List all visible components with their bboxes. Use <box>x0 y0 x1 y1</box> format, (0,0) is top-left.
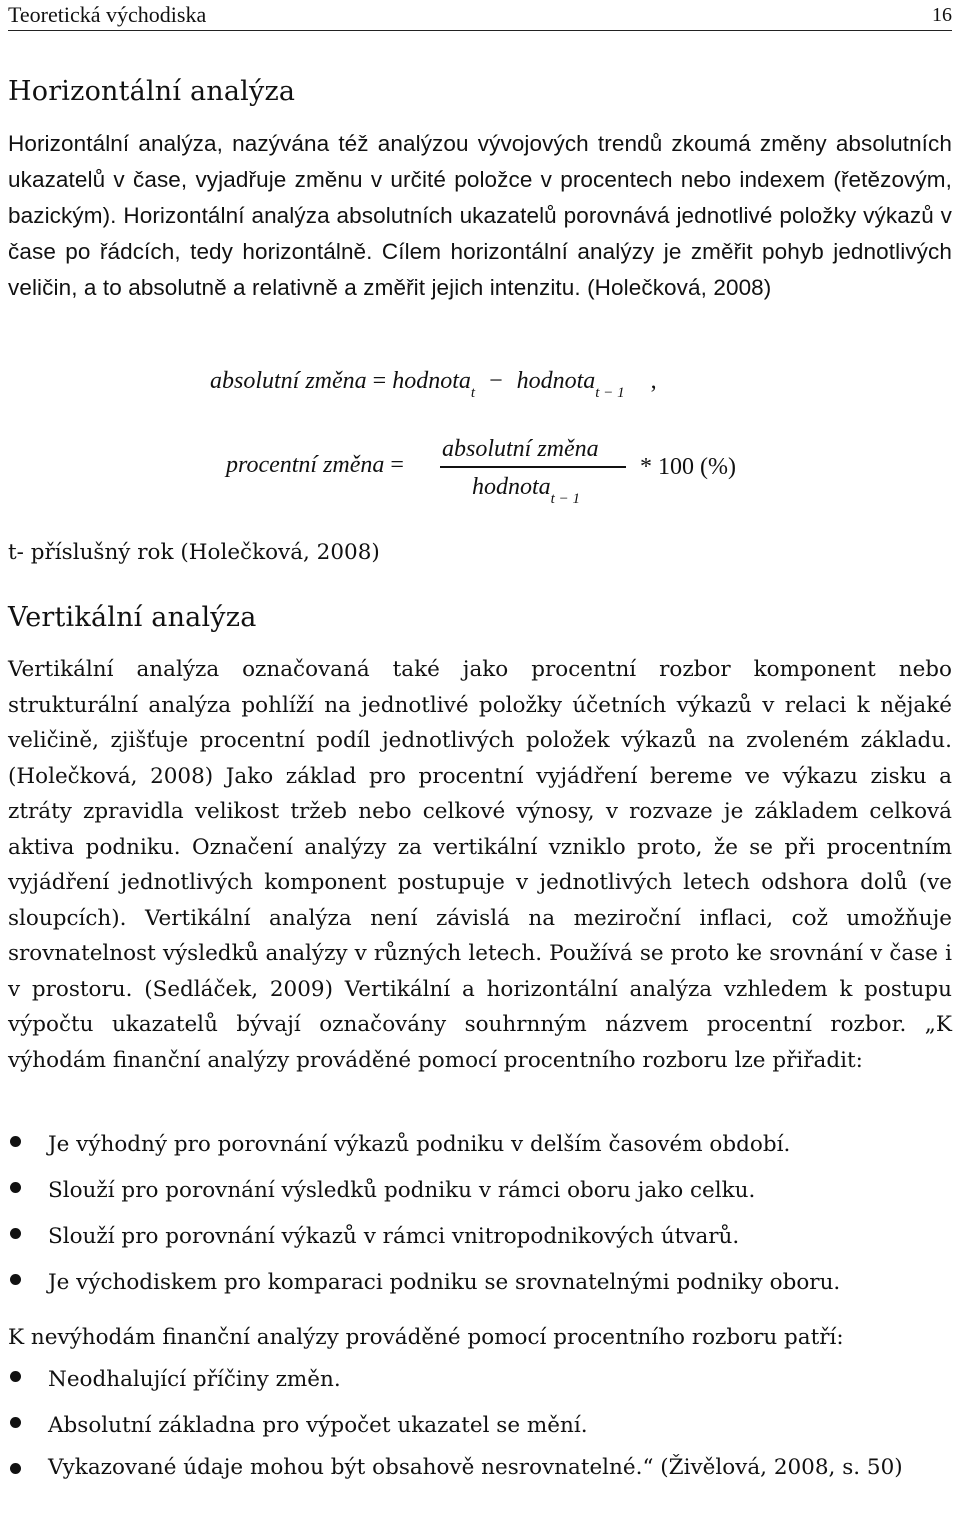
fraction-bar <box>440 466 626 468</box>
page-number: 16 <box>932 4 952 26</box>
formula2-multiplier: * 100 (%) <box>640 454 736 480</box>
formula-absolute-change <box>210 368 657 401</box>
disadvantages-list <box>8 1357 952 1449</box>
bullet-icon <box>10 1463 21 1474</box>
section-heading-vertical: Vertikální analýza <box>8 602 257 633</box>
formula2-eq: = <box>390 452 404 478</box>
formula1-trail: , <box>650 368 657 394</box>
formula2-numerator: absolutní změna <box>442 436 599 462</box>
formula2-lhs: procentní změna <box>226 452 385 478</box>
list-item: Neodhalující příčiny změn. <box>8 1357 952 1403</box>
formula2-denominator-wrap <box>472 474 580 507</box>
last-bullet-wrap <box>8 1450 952 1485</box>
bullet-icon <box>10 1182 21 1193</box>
paragraph-vertical: Vertikální analýza označovaná také jako procentní rozbor komponent nebo strukturální analýza pohlíží na jednotlivé položky účetních výkazů v relaci k nějaké veličině, zjišťuje procentní podíl jednotlivých položek výkazů na zvoleném základu. (Holečková, 2008) Jako základ pro procentní vyjádření bereme ve výkazu zisku a ztráty zpravidla velikost tržeb nebo celkové výnosy, v rozvaze je základem celková aktiva podniku. Označení analýzy za vertikální vzniklo proto, že se při procentním vyjádření jednotlivých komponent postupuje v jednotlivých letech odshora dolů (ve sloupcích). Vertikální analýza není závislá na meziroční inflaci, což umožňuje srovnatelnost výsledků analýzy v různých letech. Používá se proto ke srovnání v čase i v prostoru. (Sedláček, 2009) Vertikální a horizontální analýza vzhledem k postupu výpočtu ukazatelů bývají označovány souhrnným názvem procentní rozbor. „K výhodám finanční analýzy prováděné pomocí procentního rozboru lze přiřadit: <box>8 657 952 1073</box>
formula1-minus: − <box>489 368 503 394</box>
disadvantages-intro: K nevýhodám finanční analýzy prováděné pomocí procentního rozboru patří: <box>8 1325 844 1350</box>
formula2-denominator-sub: t − 1 <box>550 491 580 507</box>
running-header <box>8 0 952 31</box>
bullet-icon <box>10 1228 21 1239</box>
advantages-list <box>8 1122 952 1306</box>
bullet-icon <box>10 1417 21 1428</box>
section-heading-horizontal: Horizontální analýza <box>8 76 296 107</box>
formula-note: t- příslušný rok (Holečková, 2008) <box>8 540 380 565</box>
bullet-icon <box>10 1274 21 1285</box>
bullet-icon <box>10 1371 21 1382</box>
list-item: Absolutní základna pro výpočet ukazatel se mění. <box>8 1403 952 1449</box>
paragraph-horizontal: Horizontální analýza, nazývána též analýzou vývojových trendů zkoumá změny absolutních ukazatelů v čase, vyjadřuje změnu v určité položce v procentech nebo indexem (řetězovým, bazickým). Horizontální analýza absolutních ukazatelů porovnává jednotlivé položky výkazů v čase po řádcích, tedy horizontálně. Cílem horizontální analýzy je změřit pohyb jednotlivých veličin, a to absolutně a relativně a změřit jejich intenzitu. (Holečková, 2008) <box>8 131 952 300</box>
bullet-icon <box>10 1136 21 1147</box>
formula-percent-change-lhs <box>226 452 404 479</box>
list-item: Je výhodný pro porovnání výkazů podniku v delším časovém období. <box>8 1122 952 1168</box>
chapter-title: Teoretická východiska <box>8 2 207 27</box>
list-item: Vykazované údaje mohou být obsahově nesrovnatelné.“ (Živělová, 2008, s. 50) <box>48 1455 903 1480</box>
list-item: Slouží pro porovnání výsledků podniku v rámci oboru jako celku. <box>8 1168 952 1214</box>
formula1-term1-sub: t <box>470 385 476 401</box>
formula2-denominator: hodnota <box>472 474 551 500</box>
formula1-term2-sub: t − 1 <box>595 385 625 401</box>
formula1-eq: = <box>372 368 387 394</box>
formula1-lhs: absolutní změna <box>210 368 367 394</box>
list-item: Je východiskem pro komparaci podniku se srovnatelnými podniky oboru. <box>8 1260 952 1306</box>
formula1-term1: hodnota <box>392 368 471 394</box>
formula1-term2: hodnota <box>516 368 596 394</box>
list-item: Slouží pro porovnání výkazů v rámci vnitropodnikových útvarů. <box>8 1214 952 1260</box>
